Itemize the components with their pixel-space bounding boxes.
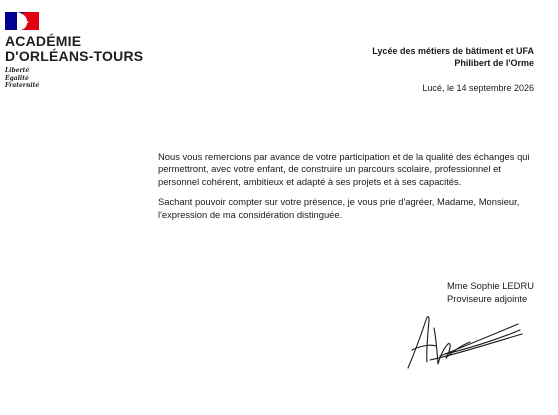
signer-name: Mme Sophie LEDRU	[446, 280, 534, 291]
school-name-line2: Philibert de l'Orme	[454, 58, 534, 68]
signer-title: Proviseure adjointe	[446, 293, 528, 304]
school-name	[372, 45, 534, 69]
letter-date: Lucé, le 14 septembre 2026	[422, 83, 534, 93]
republic-motto	[5, 67, 145, 90]
motto-fraternite: Fraternité	[5, 82, 40, 89]
academy-logo	[5, 12, 145, 90]
body-paragraph-2: Sachant pouvoir compter sur votre présence, je vous prie d'agréer, Madame, Monsieur, l'expression de ma considération distinguée.	[158, 196, 520, 220]
handwritten-signature	[400, 310, 525, 372]
marianne-profile-icon	[15, 12, 29, 30]
motto-liberte: Liberté	[5, 67, 30, 74]
letter-body	[158, 151, 538, 229]
signer-block	[447, 279, 534, 305]
motto-egalite: Égalité	[5, 74, 29, 82]
body-paragraph-1: Nous vous remercions par avance de votre participation et de la qualité des échanges qui permettront, avec votre enfant, de construire un parcours scolaire, professionnel et personnel cohérent, ambitieux et adapté à ses projets et à ses capacités.	[158, 151, 530, 187]
school-name-line1: Lycée des métiers de bâtiment et UFA	[372, 46, 534, 56]
academy-name-line2: D'ORLÉANS-TOURS	[5, 48, 144, 64]
academy-name-line1: ACADÉMIE	[5, 33, 82, 49]
marianne-flag-icon	[5, 12, 39, 30]
